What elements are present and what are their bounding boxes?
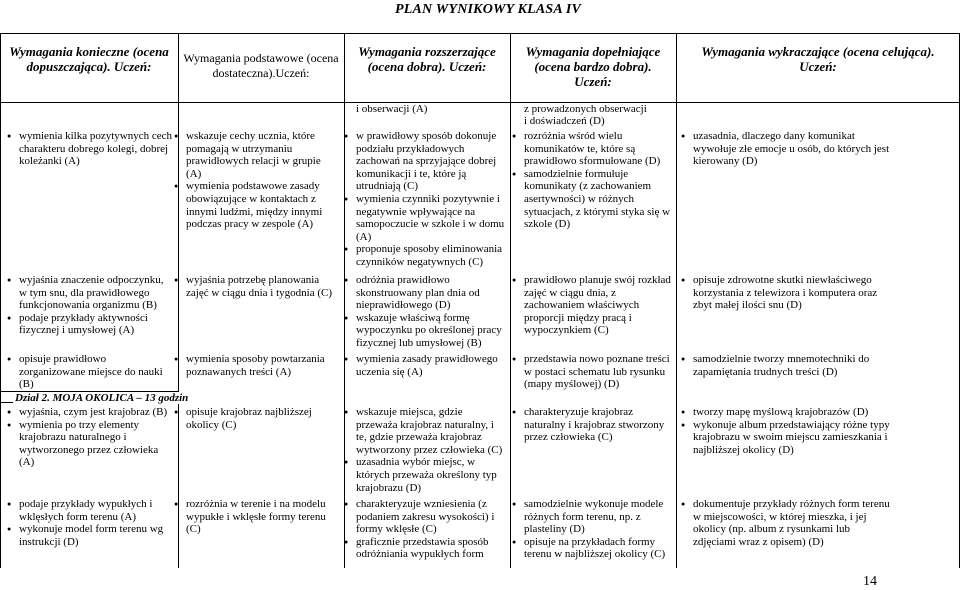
list-item: ● wyjaśnia potrzebę planowania zajęć w ciągu dnia i tygodnia (C) — [173, 274, 335, 299]
carry-over-c4b: i doświadczeń (D) — [524, 115, 605, 127]
c2-group-1 — [173, 130, 335, 231]
list-item: ● uzasadnia wybór miejsc, w których przeważa określony typ krajobrazu (D) — [343, 456, 506, 494]
list-item: ● charakteryzuje wzniesienia (z podaniem zakresu wysokości) i formy wklęsłe (C) — [343, 498, 506, 536]
c4-group-5 — [511, 498, 673, 561]
c4-group-2 — [511, 274, 673, 337]
c5-group-4 — [680, 406, 894, 456]
list-item: ● wyjaśnia, czym jest krajobraz (B) — [6, 406, 174, 419]
c4-group-3 — [511, 353, 673, 391]
list-item: ● wymienia po trzy elementy krajobrazu naturalnego i wytworzonego przez człowieka (A) — [6, 419, 174, 469]
header-wykraczajace: Wymagania wykraczające (ocena celująca). Uczeń: — [701, 44, 935, 74]
list-item: ● wymienia sposoby powtarzania poznawanych treści (A) — [173, 353, 335, 378]
list-item: ● wymienia zasady prawidłowego uczenia się (A) — [343, 353, 506, 378]
page-title: PLAN WYNIKOWY KLASA IV — [395, 2, 582, 17]
list-item: ● odróżnia prawidłowo skonstruowany plan dnia od nieprawidłowego (D) — [343, 274, 506, 312]
list-item: ● opisuje zdrowotne skutki niewłaściwego korzystania z telewizora i komputera oraz zbyt małej ilości snu (D) — [680, 274, 894, 312]
c5-group-5 — [680, 498, 894, 548]
section-label: Dział 2. MOJA OKOLICA – 13 godzin — [15, 392, 189, 404]
list-item: ● dokumentuje przykłady różnych form terenu w miejscowości, w której mieszka, i jej okolicy (np. album z rysunkami lub zdjęciami wraz z opisem) (D) — [680, 498, 894, 548]
list-item: ● samodzielnie formułuje komunikaty (z zachowaniem asertywności) w różnych sytuacjach, z którymi styka się w szkole (D) — [511, 168, 673, 231]
list-item: ● opisuje krajobraz najbliższej okolicy (C) — [173, 406, 335, 431]
list-item: ● proponuje sposoby eliminowania czynników negatywnych (C) — [343, 243, 506, 268]
c2-group-3 — [173, 353, 335, 378]
c1-group-1 — [6, 130, 174, 168]
header-dopelniajace: Wymagania dopełniające (ocena bardzo dobra). Uczeń: — [525, 44, 661, 89]
list-item: ● wymienia podstawowe zasady obowiązujące w kontaktach z innymi ludźmi, między innymi podczas pracy w zespole (A) — [173, 180, 335, 230]
c2-group-2 — [173, 274, 335, 299]
list-item: ● wykonuje model form terenu wg instrukcji (D) — [6, 523, 174, 548]
list-item: ● w prawidłowy sposób dokonuje podziału przykładowych zachowań na sprzyjające dobrej komunikacji i te, które ją utrudniają (C) — [343, 130, 506, 193]
list-item: ● wymienia czynniki pozytywnie i negatywnie wpływające na samopoczucie w szkole i w domu (A) — [343, 193, 506, 243]
list-item: ● opisuje prawidłowo zorganizowane miejsce do nauki (B) — [6, 353, 174, 391]
list-item: ● tworzy mapę myślową krajobrazów (D) — [680, 406, 894, 419]
column-border-4 — [676, 33, 677, 568]
c3-group-3 — [343, 353, 506, 378]
page-number: 14 — [863, 574, 877, 589]
carry-over-c4a: z prowadzonych obserwacji — [524, 103, 647, 115]
header-rozszerzajace: Wymagania rozszerzające (ocena dobra). Uczeń: — [358, 44, 496, 74]
carry-over-c3: i obserwacji (A) — [356, 103, 428, 115]
c1-group-2 — [6, 274, 174, 337]
c3-group-5 — [343, 498, 506, 561]
c1-group-5 — [6, 498, 174, 548]
list-item: ● wskazuje cechy ucznia, które pomagają w utrzymaniu prawidłowych relacji w grupie (A) — [173, 130, 335, 180]
header-podstawowe: Wymagania podstawowe (ocena dostateczna).Uczeń: — [183, 51, 339, 80]
list-item: ● graficznie przedstawia sposób odróżniania wypukłych form — [343, 536, 506, 561]
list-item: ● podaje przykłady wypukłych i wklęsłych form terenu (A) — [6, 498, 174, 523]
list-item: ● prawidłowo planuje swój rozkład zajęć w ciągu dnia, z zachowaniem właściwych proporcji między pracą i wypoczynkiem (C) — [511, 274, 673, 337]
list-item: ● wykonuje album przedstawiający różne typy krajobrazu w swoim miejscu zamieszkania i najbliższej okolicy (D) — [680, 419, 894, 457]
list-item: ● wskazuje miejsca, gdzie przeważa krajobraz naturalny, i te, gdzie przeważa krajobraz wytworzony przez człowieka (C) — [343, 406, 506, 456]
list-item: ● uzasadnia, dlaczego dany komunikat wywołuje złe emocje u osób, do których jest kierowany (D) — [680, 130, 894, 168]
list-item: ● samodzielnie tworzy mnemotechniki do zapamiętania trudnych treści (D) — [680, 353, 894, 378]
column-border-0 — [0, 33, 1, 568]
c5-group-2 — [680, 274, 894, 312]
c1-group-3 — [6, 353, 174, 391]
c3-group-1 — [343, 130, 506, 269]
list-item: ● rozróżnia w terenie i na modelu wypukłe i wklęsłe formy terenu (C) — [173, 498, 335, 536]
c5-group-3 — [680, 353, 894, 378]
list-item: ● podaje przykłady aktywności fizycznej i umysłowej (A) — [6, 312, 174, 337]
c3-group-4 — [343, 406, 506, 494]
list-item: ● opisuje na przykładach formy terenu w najbliższej okolicy (C) — [511, 536, 673, 561]
c3-group-2 — [343, 274, 506, 350]
list-item: ● wyjaśnia znaczenie odpoczynku, w tym snu, dla prawidłowego funkcjonowania organizmu (B) — [6, 274, 174, 312]
table-top-border — [0, 33, 960, 34]
list-item: ● wskazuje właściwą formę wypoczynku po określonej pracy fizycznej lub umysłowej (B) — [343, 312, 506, 350]
c4-group-1 — [511, 130, 673, 231]
header-bottom-border — [0, 102, 960, 103]
c2-group-5 — [173, 498, 335, 536]
c4-group-4 — [511, 406, 673, 444]
column-border-1 — [178, 33, 179, 568]
list-item: ● wymienia kilka pozytywnych cech charakteru dobrego kolegi, dobrej koleżanki (A) — [6, 130, 174, 168]
list-item: ● przedstawia nowo poznane treści w postaci schematu lub rysunku (mapy myślowej) (D) — [511, 353, 673, 391]
list-item: ● samodzielnie wykonuje modele różnych form terenu, np. z plasteliny (D) — [511, 498, 673, 536]
c5-group-1 — [680, 130, 894, 168]
list-item: ● rozróżnia wśród wielu komunikatów te, które są prawidłowo sformułowane (D) — [511, 130, 673, 168]
c2-group-4 — [173, 406, 335, 431]
list-item: ● charakteryzuje krajobraz naturalny i krajobraz stworzony przez człowieka (C) — [511, 406, 673, 444]
c1-group-4 — [6, 406, 174, 469]
header-konieczne: Wymagania konieczne (ocena dopuszczająca). Uczeń: — [9, 44, 169, 74]
